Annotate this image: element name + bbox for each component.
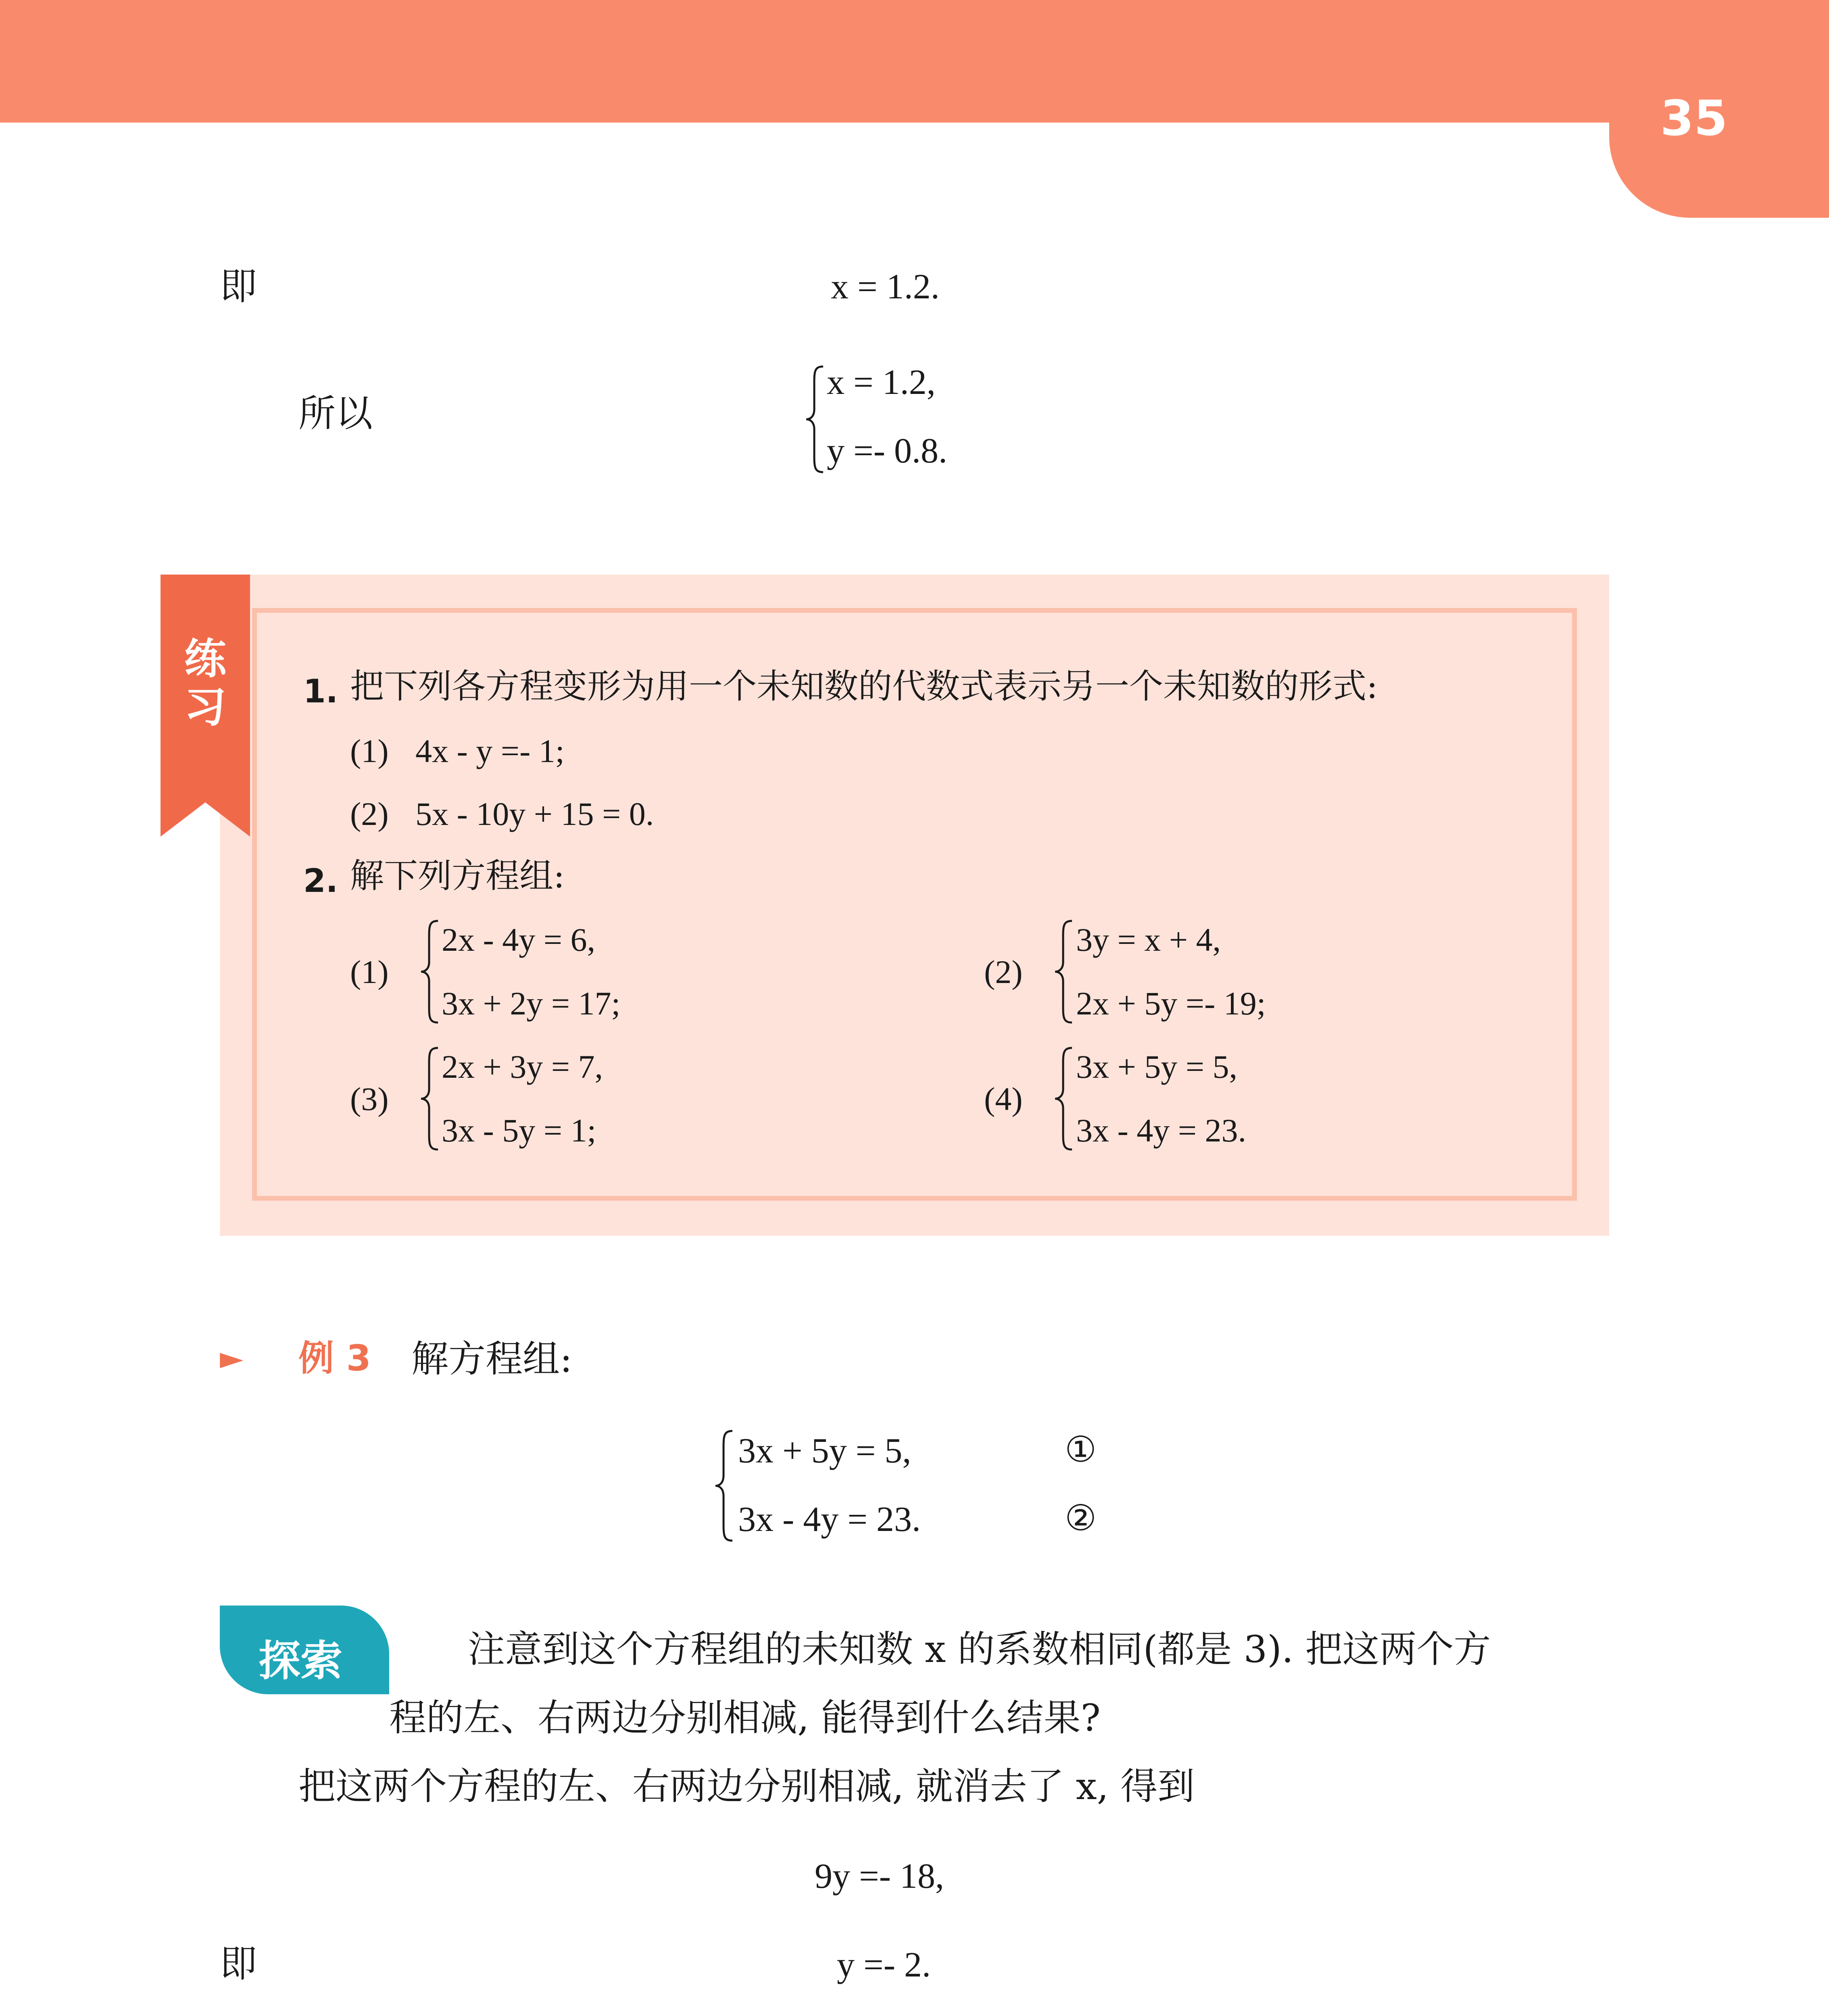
explore-label: 探索 bbox=[258, 1636, 342, 1685]
q2-item-2-line-1: 3y = x + 4, bbox=[1076, 921, 1221, 958]
example-eq-2: 3x - 4y = 23. bbox=[738, 1500, 921, 1539]
q1-number: 1. bbox=[303, 673, 338, 710]
example-arrow-icon: ► bbox=[220, 1340, 244, 1376]
example-eq-2-mark: ② bbox=[1065, 1499, 1097, 1538]
example-system-brace-icon bbox=[714, 1429, 735, 1542]
ji-label: 即 bbox=[220, 265, 257, 308]
q2-item-1-tag: (1) bbox=[350, 954, 389, 990]
solution-ji-label: 即 bbox=[220, 1942, 257, 1985]
q2-item-4-line-1: 3x + 5y = 5, bbox=[1076, 1048, 1237, 1085]
q2-number: 2. bbox=[303, 862, 338, 900]
q2-item-3-brace-icon bbox=[419, 1046, 440, 1151]
practice-label: 练 习 bbox=[184, 634, 226, 732]
q2-item-2-line-2: 2x + 5y =- 19; bbox=[1076, 985, 1266, 1022]
q1-item-2: 5x - 10y + 15 = 0. bbox=[415, 796, 654, 832]
q2-item-3-line-2: 3x - 5y = 1; bbox=[442, 1112, 596, 1149]
solution-eq-1: 9y =- 18, bbox=[815, 1857, 944, 1896]
q2-item-3-line-1: 2x + 3y = 7, bbox=[442, 1048, 603, 1085]
q1-text: 把下列各方程变形为用一个未知数的代数式表示另一个未知数的形式: bbox=[350, 666, 1378, 706]
q2-item-1-brace-icon bbox=[419, 919, 440, 1024]
example-label: 例 3 bbox=[298, 1337, 371, 1379]
header-band bbox=[0, 0, 1829, 123]
solution-paragraph-1: 把这两个方程的左、右两边分别相减, 就消去了 x, 得到 bbox=[298, 1765, 1195, 1808]
explore-text-line-2: 程的左、右两边分别相减, 能得到什么结果? bbox=[389, 1696, 1101, 1739]
q1-item-1: 4x - y =- 1; bbox=[415, 733, 565, 769]
q2-item-4-line-2: 3x - 4y = 23. bbox=[1076, 1112, 1247, 1149]
q1-item-1-tag: (1) bbox=[350, 733, 389, 769]
q2-item-3-tag: (3) bbox=[350, 1081, 389, 1117]
q2-item-2-tag: (2) bbox=[984, 954, 1023, 990]
solution-eq-2: y =- 2. bbox=[837, 1945, 931, 1985]
system-brace-icon bbox=[805, 365, 826, 474]
x-value-equation: x = 1.2. bbox=[831, 267, 940, 306]
q2-item-1-line-2: 3x + 2y = 17; bbox=[442, 985, 621, 1022]
example-prompt: 解方程组: bbox=[411, 1337, 572, 1381]
q1-item-2-tag: (2) bbox=[350, 796, 389, 832]
q2-item-4-brace-icon bbox=[1053, 1046, 1074, 1151]
explore-text-line-1: 注意到这个方程组的未知数 x 的系数相同(都是 3). 把这两个方 bbox=[468, 1628, 1491, 1671]
page-number: 35 bbox=[1660, 91, 1728, 147]
q2-item-2-brace-icon bbox=[1053, 919, 1074, 1024]
q2-item-1-line-1: 2x - 4y = 6, bbox=[442, 921, 596, 958]
suoyi-label: 所以 bbox=[298, 392, 373, 435]
q2-text: 解下列方程组: bbox=[350, 856, 565, 896]
example-eq-1: 3x + 5y = 5, bbox=[738, 1431, 911, 1470]
system-line-1: x = 1.2, bbox=[827, 363, 936, 402]
example-eq-1-mark: ① bbox=[1065, 1431, 1097, 1470]
system-line-2: y =- 0.8. bbox=[827, 431, 947, 471]
q2-item-4-tag: (4) bbox=[984, 1081, 1023, 1117]
